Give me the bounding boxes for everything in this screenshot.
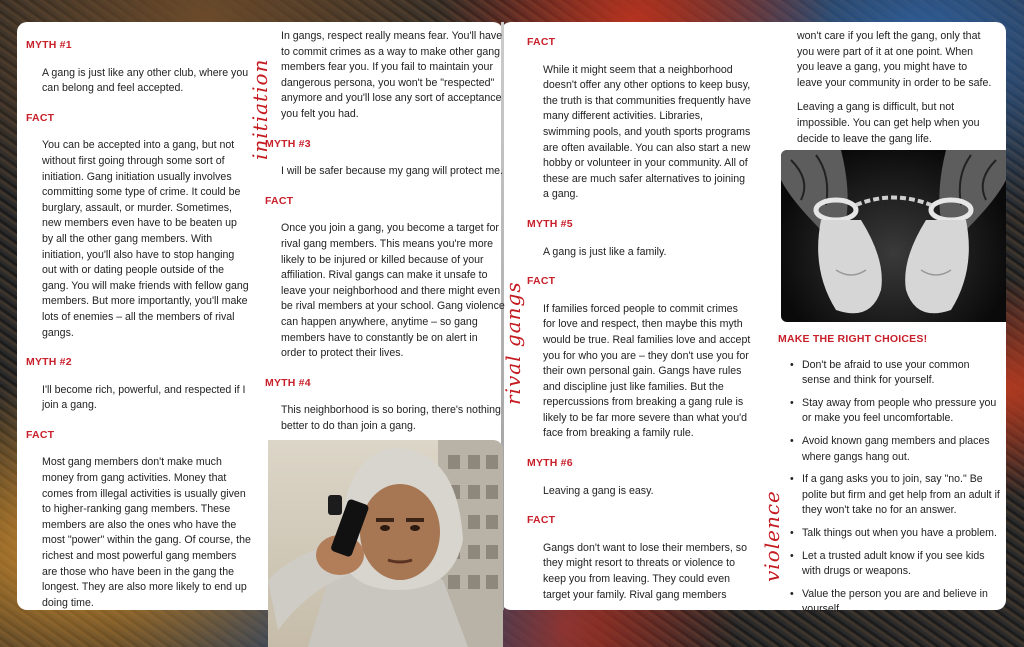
handcuffed-hands-photo: [781, 150, 1006, 322]
column-4: [781, 29, 993, 156]
column-1: [26, 32, 251, 620]
myth6-text: Leaving a gang is easy.: [543, 484, 654, 497]
fact4-heading: FACT: [527, 36, 556, 48]
choices-list: [778, 358, 1000, 618]
fact6-heading: FACT: [527, 514, 556, 527]
myth2-text: I'll become rich, powerful, and respected if I join a gang.: [42, 383, 246, 412]
fact6-text: Gangs don't want to lose their members, so they might resort to threats or violence to keep you from leaving. They could even target your family. Rival gang members: [543, 541, 747, 601]
choices-section: [778, 326, 1000, 625]
handcuffs-illustration: [781, 150, 1006, 322]
list-item: • Avoid known gang members and places where gangs hang out.: [790, 434, 1000, 465]
myth5-heading: MYTH #5: [527, 217, 573, 230]
fact3-text: Once you join a gang, you become a target for rival gang members. This means you're more likely to be injured or killed because of your affiliation. Rival gangs can make it unsafe to leave your neighborhood and there might even be rival members at your school. Gang violence can happen anywhere, anytime – so gang members have to constantly be on alert in order to protect their lives.: [281, 222, 505, 360]
myth1-text: A gang is just like any other club, where you can belong and feel accepted.: [42, 66, 249, 95]
myth2-heading: MYTH #2: [26, 356, 72, 369]
fact1-heading: FACT: [26, 111, 55, 124]
fact6-continued: won't care if you left the gang, only that you were part of it at one point. When you leave a gang, you might have to leave your community in order to be safe.: [797, 30, 992, 89]
myth3-heading: MYTH #3: [265, 137, 311, 150]
myth6-heading: MYTH #6: [527, 457, 573, 470]
fact2-text: Most gang members don't make much money from gang activities. Money that comes from illegal activities is usually given to higher-ranking gang members. These members are also the ones who have the most "power" within the gang. Of course, the richest and most powerful gang members are those who have been in the gang the longest. They are also more likely to end up doing time.: [42, 456, 251, 609]
fact3-heading: FACT: [265, 194, 294, 207]
list-item: • Stay away from people who pressure you or make you feel uncomfortable.: [790, 396, 1000, 427]
teen-illustration: [268, 440, 503, 647]
fact5-text: If families forced people to commit crimes for love and respect, then maybe this myth would be true. Real families love and accept you for who you are – they don't use you for their own personal gain. Gangs have rules and discipline just like families. But the repercussions from breaking a gang rule is likely to be far more severe than what you'd face from breaking a family rule.: [543, 302, 751, 440]
list-item: • Value the person you are and believe in yourself.: [790, 587, 1000, 618]
myth3-text: I will be safer because my gang will protect me.: [281, 165, 503, 178]
rival-gangs-script-word: rival gangs: [501, 281, 525, 405]
violence-script-word: violence: [760, 490, 784, 582]
choices-heading: MAKE THE RIGHT CHOICES!: [778, 333, 928, 345]
myth4-heading: MYTH #4: [265, 376, 311, 389]
list-item: • Talk things out when you have a problem.: [790, 526, 1000, 542]
fact1-text: You can be accepted into a gang, but not without first going through some sort of initiation. Gang initiation usually involves committing some type of crime. It could be burglary, assault, or murder. Sometimes, new members even have to be beaten up by all the other gang members. With initiation, you'll also have to stop hanging out with or dating people outside of the gang. You will make friends with fellow gang members. But more importantly, you'll make lots of enemies – all the members of rival gangs.: [42, 139, 249, 339]
myth4-text: This neighborhood is so boring, there's nothing better to do than join a gang.: [281, 404, 501, 432]
column-3: [527, 29, 752, 612]
fact2-continued: In gangs, respect really means fear. You'll have to commit crimes as a way to make other gang members fear you. If you fail to maintain your dangerous persona, you won't be "respected" anymore and you'll lose any sort of acceptance you felt you had.: [281, 30, 503, 120]
fact6-continued-2: Leaving a gang is difficult, but not impossible. You can get help when you decide to leave the gang life.: [797, 101, 980, 145]
initiation-script-word: initiation: [248, 58, 272, 160]
list-item: • Don't be afraid to use your common sense and think for yourself.: [790, 358, 1000, 389]
teen-with-gun-photo: [268, 440, 503, 647]
myth5-text: A gang is just like a family.: [543, 245, 667, 258]
column-2: [265, 29, 505, 443]
list-item: • If a gang asks you to join, say "no." Be polite but firm and get help from an adult if they won't take no for an answer.: [790, 472, 1000, 519]
fact4-text: While it might seem that a neighborhood doesn't offer any other options to keep busy, the truth is that communities frequently have many different activities. Libraries, swimming pools, and youth sports programs are often available. You can also start a new hobby or volunteer in your community. All of these are much safer alternatives to joining a gang.: [543, 63, 751, 201]
list-item: • Let a trusted adult know if you see kids with drugs or weapons.: [790, 549, 1000, 580]
fact2-heading: FACT: [26, 428, 55, 441]
myth1-heading: MYTH #1: [26, 39, 72, 51]
fact5-heading: FACT: [527, 275, 556, 288]
